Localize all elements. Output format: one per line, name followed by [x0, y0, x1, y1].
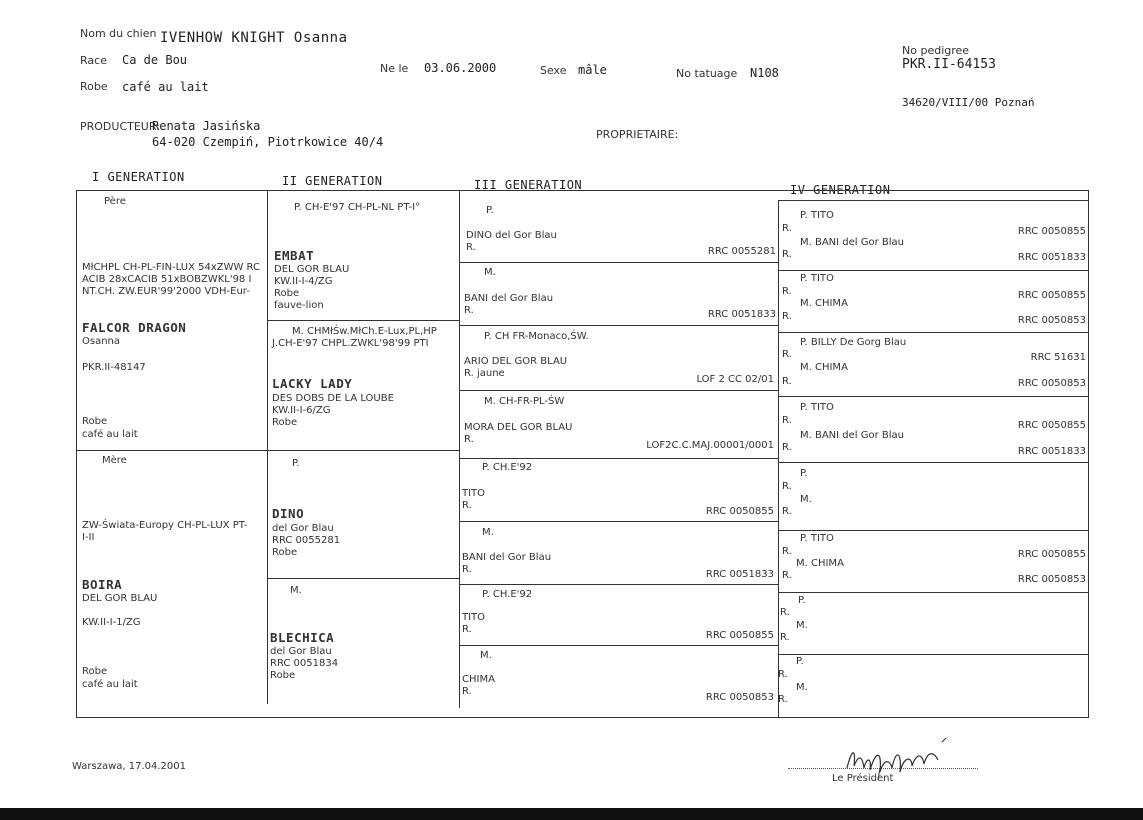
gen4-5-r1: R.	[782, 481, 792, 492]
gen3-8-registration: RRC 0050853	[705, 692, 774, 703]
race-value: Ca de Bou	[122, 53, 188, 67]
producer-address: 64-020 Czempiń, Piotrkowice 40/4	[152, 135, 384, 149]
gen2-split-1	[268, 320, 459, 321]
pedigree-value: PKR.II-64153	[902, 57, 996, 72]
gen2-3-kennel: del Gor Blau	[272, 523, 334, 534]
gen2-1-title: P. CH-E'97 CH-PL-NL PT-I°	[294, 202, 421, 213]
gen4-7-sire: P.	[798, 595, 806, 606]
divider-gen3-gen4	[778, 200, 779, 718]
gen3-6-r: R.	[462, 564, 472, 575]
gen3-4-title: M. CH-FR-PL-ŚW	[484, 396, 565, 407]
gen4-2-reg2: RRC 0050853	[1017, 315, 1086, 326]
producer-label: PRODUCTEUR:	[80, 120, 160, 133]
generation-4-header: IV GENERATION	[790, 183, 891, 197]
gen4-5-sire: P.	[800, 468, 808, 479]
gen4-2-sire: P. TITO	[800, 273, 834, 284]
gen3-6-registration: RRC 0051833	[705, 569, 774, 580]
place-date: Warszawa, 17.04.2001	[72, 761, 186, 772]
sire-title-1: MłCHPL CH-PL-FIN-LUX 54xZWW RC	[82, 262, 260, 273]
gen3-1-r: R.	[466, 242, 476, 253]
dam-name: BOIRA	[82, 577, 123, 592]
sire-title-2: ACIB 28xCACIB 51xBOBZWKL'98 I	[82, 274, 252, 285]
gen4-6-r1: R.	[782, 546, 792, 557]
gen4-2-reg1: RRC 0050855	[1017, 290, 1086, 301]
gen4-1-r2: R.	[782, 249, 792, 260]
gen4-1-dam: M. BANI del Gor Blau	[800, 237, 905, 248]
gen3-1-registration: RRC 0055281	[707, 246, 776, 257]
gen3-split-5	[460, 521, 778, 522]
gen3-split-2	[460, 325, 778, 326]
born-label: Ne le	[380, 62, 409, 75]
gen3-split-1	[460, 262, 778, 263]
robe-label: Robe	[80, 80, 108, 93]
gen4-6-dam: M. CHIMA	[796, 558, 844, 569]
sire-robe-label: Robe	[82, 416, 108, 427]
gen4-split-2	[779, 332, 1089, 333]
gen3-3-r: R. jaune	[464, 368, 505, 379]
gen3-split-4	[460, 458, 778, 459]
gen4-top	[779, 200, 1089, 201]
gen4-split-4	[779, 462, 1089, 463]
gen2-4-name: BLECHICA	[270, 630, 335, 645]
gen3-7-name: TITO	[462, 612, 486, 623]
gen4-4-sire: P. TITO	[800, 402, 834, 413]
gen4-1-sire: P. TITO	[800, 210, 834, 221]
gen2-2-robe-label: Robe	[272, 417, 298, 428]
gen4-7-dam: M.	[796, 620, 808, 631]
gen4-split-7	[779, 654, 1089, 655]
gen4-3-reg1: RRC 51631	[1030, 352, 1086, 363]
sex-value: mâle	[578, 63, 607, 77]
gen3-5-r: R.	[462, 500, 472, 511]
gen3-2-title: M.	[484, 267, 496, 278]
sire-robe: café au lait	[82, 429, 138, 440]
gen4-4-reg2: RRC 0051833	[1017, 446, 1086, 457]
gen3-1-title: P.	[486, 205, 494, 216]
dam-robe-label: Robe	[82, 666, 108, 677]
gen2-split-2	[268, 578, 459, 579]
gen4-5-dam: M.	[800, 494, 812, 505]
pedigree-label: No pedigree	[902, 44, 970, 57]
gen3-8-r: R.	[462, 686, 472, 697]
gen3-4-registration: LOF2C.C.MAJ.00001/0001	[646, 440, 774, 451]
gen4-6-reg1: RRC 0050855	[1017, 549, 1086, 560]
gen4-split-6	[779, 592, 1089, 593]
gen4-6-reg2: RRC 0050853	[1017, 574, 1086, 585]
gen4-3-r1: R.	[782, 349, 792, 360]
gen3-3-title: P. CH FR-Monaco,ŚW.	[484, 331, 589, 342]
gen2-2-registration: KW.II-I-6/ZG	[272, 405, 331, 416]
gen4-5-r2: R.	[782, 506, 792, 517]
gen3-2-r: R.	[464, 305, 474, 316]
gen4-6-sire: P. TITO	[800, 533, 834, 544]
gen3-7-r: R.	[462, 624, 472, 635]
gen3-2-registration: RRC 0051833	[707, 309, 776, 320]
dam-title-1: ZW-Świata-Europy CH-PL-LUX PT-	[82, 520, 248, 531]
gen2-2-kennel: DES DOBS DE LA LOUBE	[272, 393, 394, 404]
gen3-7-registration: RRC 0050855	[705, 630, 774, 641]
name-label: Nom du chien	[80, 27, 157, 40]
gen2-3-registration: RRC 0055281	[272, 535, 341, 546]
gen4-4-r1: R.	[782, 415, 792, 426]
gen3-7-title: P. CH.E'92	[482, 589, 533, 600]
gen2-1-robe: fauve-lion	[274, 300, 324, 311]
generation-3-header: III GENERATION	[474, 178, 583, 192]
gen4-7-r2: R.	[780, 632, 790, 643]
gen4-8-r2: R.	[778, 694, 788, 705]
gen3-2-name: BANI del Gor Blau	[464, 293, 554, 304]
divider-gen4-right	[1088, 200, 1089, 718]
generation-1-header: I GENERATION	[92, 170, 185, 184]
gen4-6-r2: R.	[782, 570, 792, 581]
gen4-split-1	[779, 270, 1089, 271]
divider-gen2-gen3	[459, 190, 460, 708]
gen2-4-robe-label: Robe	[270, 670, 296, 681]
producer-name: Renata Jasińska	[152, 119, 261, 133]
gen3-split-6	[460, 584, 778, 585]
gen3-8-title: M.	[480, 650, 492, 661]
gen4-2-dam: M. CHIMA	[800, 298, 848, 309]
gen2-4-kennel: del Gor Blau	[270, 646, 332, 657]
gen4-3-r2: R.	[782, 376, 792, 387]
gen3-4-name: MORA DEL GOR BLAU	[464, 422, 573, 433]
sire-name: FALCOR DRAGON	[82, 320, 187, 335]
race-label: Race	[80, 54, 107, 67]
gen2-1-robe-label: Robe	[274, 288, 300, 299]
scan-bottom-edge	[0, 808, 1143, 820]
gen3-split-7	[460, 645, 778, 646]
gen2-4-registration: RRC 0051834	[270, 658, 339, 669]
gen4-3-sire: P. BILLY De Gorg Blau	[800, 337, 907, 348]
gen4-2-r1: R.	[782, 286, 792, 297]
gen2-2-title: M. CHMłŚw.MłCh.E-Lux,PL,HP	[292, 326, 437, 337]
dam-robe: café au lait	[82, 679, 138, 690]
gen2-3-name: DINO	[272, 506, 305, 521]
gen4-1-reg1: RRC 0050855	[1017, 226, 1086, 237]
gen3-4-r: R.	[464, 434, 474, 445]
gen3-6-title: M.	[482, 527, 494, 538]
gen2-1-registration: KW.II-I-4/ZG	[274, 276, 333, 287]
gen4-4-dam: M. BANI del Gor Blau	[800, 430, 905, 441]
president-label: Le Président	[832, 773, 894, 784]
gen3-3-name: ARIO DEL GOR BLAU	[464, 356, 568, 367]
gen4-8-r1: R.	[778, 669, 788, 680]
reference-number: 34620/VIII/00 Poznań	[902, 96, 1035, 109]
gen3-8-name: CHIMA	[462, 674, 495, 685]
gen2-2-title-2: J.CH-E'97 CHPL.ZWKL'98'99 PTI	[272, 338, 429, 349]
gen4-4-reg1: RRC 0050855	[1017, 420, 1086, 431]
gen2-2-name: LACKY LADY	[272, 376, 353, 391]
sire-kennel: Osanna	[82, 336, 121, 347]
tattoo-label: No tatuage	[676, 67, 738, 80]
divider-gen1-gen2	[267, 190, 268, 704]
gen2-3-robe-label: Robe	[272, 547, 298, 558]
gen3-split-3	[460, 390, 778, 391]
gen4-4-r2: R.	[782, 442, 792, 453]
dam-role: Mère	[102, 455, 127, 466]
gen3-5-name: TITO	[462, 488, 486, 499]
sire-title-3: NT.CH. ZW.EUR'99'2000 VDH-Eur-	[82, 286, 250, 297]
gen4-split-5	[779, 530, 1089, 531]
gen4-3-dam: M. CHIMA	[800, 362, 848, 373]
gen3-1-name: DINO del Gor Blau	[466, 230, 557, 241]
gen4-2-r2: R.	[782, 311, 792, 322]
gen1-split	[77, 450, 459, 451]
gen4-3-reg2: RRC 0050853	[1017, 378, 1086, 389]
owner-label: PROPRIETAIRE:	[596, 128, 679, 141]
gen2-3-title: P.	[292, 458, 300, 469]
gen4-1-r1: R.	[782, 223, 792, 234]
gen4-8-dam: M.	[796, 682, 808, 693]
sire-role: Père	[104, 196, 126, 207]
dam-title-2: I-II	[82, 532, 95, 543]
gen3-3-registration: LOF 2 CC 02/01	[696, 374, 774, 385]
gen4-8-sire: P.	[796, 656, 804, 667]
robe-value: café au lait	[122, 80, 209, 94]
gen3-6-name: BANI del Gor Blau	[462, 552, 552, 563]
gen2-4-title: M.	[290, 585, 302, 596]
dog-name: IVENHOW KNIGHT Osanna	[160, 30, 348, 46]
born-value: 03.06.2000	[424, 61, 497, 75]
gen4-split-3	[779, 396, 1089, 397]
dam-registration: KW.II-I-1/ZG	[82, 617, 141, 628]
gen3-5-title: P. CH.E'92	[482, 462, 533, 473]
gen2-1-name: EMBAT	[274, 248, 315, 263]
gen4-1-reg2: RRC 0051833	[1017, 252, 1086, 263]
tattoo-value: N108	[750, 66, 779, 80]
gen2-1-kennel: DEL GOR BLAU	[274, 264, 350, 275]
gen3-5-registration: RRC 0050855	[705, 506, 774, 517]
sire-registration: PKR.II-48147	[82, 362, 146, 373]
sex-label: Sexe	[540, 64, 567, 77]
dam-kennel: DEL GOR BLAU	[82, 593, 158, 604]
gen4-7-r1: R.	[780, 607, 790, 618]
generation-2-header: II GENERATION	[282, 174, 383, 188]
